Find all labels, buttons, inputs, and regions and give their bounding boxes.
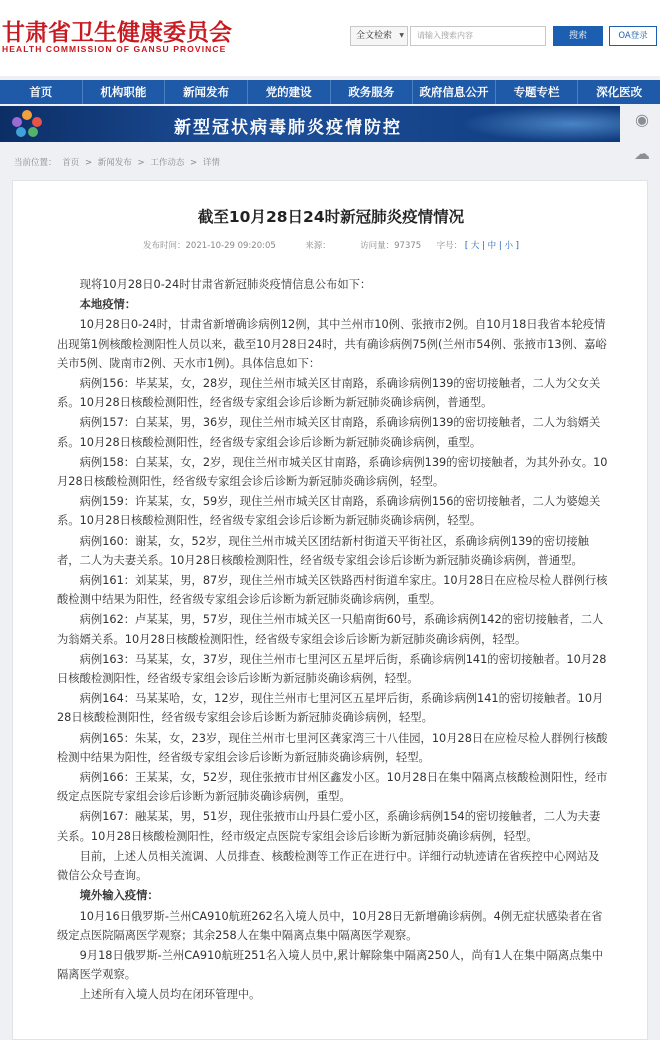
main-nav (0, 80, 660, 104)
source-label: 来源： (305, 241, 331, 251)
banner-flower-icon (10, 110, 44, 138)
weibo-icon[interactable]: ◉ (635, 110, 649, 129)
search-scope-label: 全文检索 (356, 31, 393, 41)
breadcrumb-sep: > (190, 158, 198, 168)
paragraph: 上述所有入境人员均在闭环管理中。 (79, 988, 261, 1002)
breadcrumb-detail: 详情 (202, 158, 220, 168)
paragraph: 病例160：谢某，女，52岁，现住兰州市城关区团结新村街道天平街社区，系确诊病例139的密切接触者，二人为夫妻关系。10月28日核酸检测阳性，经省级专家组会诊后诊断为新冠肺炎确诊病例，普通型。 (57, 534, 589, 567)
paragraph: 目前，上述人员相关流调、人员排查、核酸检测等工作正在进行中。详细行动轨迹请在省疾控中心网站及微信公众号查询。 (57, 849, 600, 883)
nav-item-reform[interactable]: 深化医改 (596, 85, 643, 99)
paragraph: 病例161：刘某某，男，87岁，现住兰州市城关区铁路西村街道牟家庄。10月28日在应检尽检人群例行核酸检测中结果为阳性，经省级专家组会诊后诊断为新冠肺炎确诊病例，重型。 (57, 574, 608, 607)
fontsize-label: 字号： (436, 241, 463, 251)
visits-label: 访问量： (360, 241, 395, 251)
banner-title: 新型冠状病毒肺炎疫情防控 (174, 118, 402, 138)
article-body (57, 275, 609, 1006)
chevron-down-icon: ▼ (399, 32, 404, 39)
article-meta: 发布时间：2021-10-29 09:20:05 来源： 访问量：97375 字号： [ 大 | 中 | 小 ] (143, 241, 519, 251)
paragraph: 病例157：白某某，男，36岁，现住兰州市城关区甘南路，系确诊病例139的密切接触者，二人为翁婿关系。10月28日核酸检测阳性，经省级专家组会诊后诊断为新冠肺炎确诊病例，重型。 (57, 416, 601, 449)
font-size-large[interactable]: 大 (470, 241, 480, 251)
font-size-small[interactable]: 小 (504, 241, 513, 251)
paragraph: 病例163：马某某，女，37岁，现住兰州市七里河区五星坪后街，系确诊病例141的密切接触者。10月28日核酸检测阳性，经省级专家组会诊后诊断为新冠肺炎确诊病例，轻型。 (57, 652, 607, 686)
article-title: 截至10月28日24时新冠肺炎疫情情况 (197, 208, 465, 226)
nav-item-party[interactable]: 党的建设 (248, 80, 331, 104)
section-heading-local: 本地疫情： (79, 298, 137, 312)
search-scope-select[interactable] (350, 26, 408, 46)
paragraph: 病例165：朱某，女，23岁，现住兰州市七里河区龚家湾三十八佳园，10月28日在应检尽检人群例行核酸检测中结果为阳性，经省级专家组会诊后诊断为新冠肺炎确诊病例，轻型。 (57, 731, 608, 764)
paragraph: 病例164：马某某哈，女，12岁，现住兰州市七里河区五星坪后街，系确诊病例141的密切接触者。10月28日核酸检测阳性，经省级专家组会诊后诊断为新冠肺炎确诊病例，轻型。 (57, 692, 604, 725)
paragraph: 病例166：王某某，女，52岁，现住张掖市甘州区鑫发小区。10月28日在集中隔离点核酸检测阳性，经市级定点医院专家组会诊后诊断为新冠肺炎确诊病例，重型。 (57, 771, 608, 804)
oa-login-button[interactable]: OA登录 (609, 26, 657, 46)
paragraph: 病例156：毕某某，女，28岁，现住兰州市城关区甘南路，系确诊病例139的密切接触者，二人为父女关系。10月28日核酸检测阳性，经省级专家组会诊后诊断为新冠肺炎确诊病例，普通型。 (57, 377, 601, 410)
paragraph: 10月28日0-24时，甘肃省新增确诊病例12例，其中兰州市10例、张掖市2例。自10月18日我省本轮疫情出现第1例核酸检测阳性人员以来，截至10月28日24时，共有确诊病例75例(兰州市54例、张掖市13例、嘉峪关市5例、陇南市2例、天水市1例)。具体信息如下： (57, 318, 607, 370)
paragraph: 病例167：融某某，男，51岁，现住张掖市山丹县仁爱小区，系确诊病例154的密切接触者，二人为夫妻关系。10月28日核酸检测阳性，经市级定点医院专家组会诊后诊断为新冠肺炎确诊病例，轻型。 (57, 810, 601, 843)
paragraph: 现将10月28日0-24时甘肃省新冠肺炎疫情信息公布如下： (79, 278, 372, 291)
article-panel (12, 180, 648, 1040)
paragraph: 病例158：白某某，女，2岁，现住兰州市城关区甘南路，系确诊病例139的密切接触者，为其外孙女。10月28日核酸检测阳性，经省级专家组会诊后诊断为新冠肺炎确诊病例，轻型。 (57, 455, 608, 489)
publish-time: 2021-10-29 09:20:05 (185, 241, 276, 251)
breadcrumb-news[interactable]: 新闻发布 (97, 158, 132, 168)
paragraph: 9月18日俄罗斯-兰州CA910航班251名入境人员中,累计解除集中隔离250人，尚有1人在集中隔离点集中隔离医学观察。 (57, 948, 604, 982)
share-sidebar (624, 106, 660, 170)
publish-label: 发布时间： (143, 241, 186, 251)
paragraph: 10月16日俄罗斯-兰州CA910航班262名入境人员中，10月28日无新增确诊病例。4例无症状感染者在省级定点医院隔离医学观察；其余258人在集中隔离点集中隔离医学观察。 (57, 909, 603, 942)
nav-item-disclosure[interactable]: 政府信息公开 (413, 80, 496, 104)
breadcrumb-sep: > (137, 158, 145, 168)
paragraph: 病例162：卢某某，男，57岁，现住兰州市城关区一只船南街60号，系确诊病例142的密切接触者，二人为翁婿关系。10月28日核酸检测阳性，经省级专家组会诊后诊断为新冠肺炎确诊病例，轻型。 (57, 613, 604, 646)
breadcrumb-prefix: 当前位置： (14, 158, 57, 168)
visits-count: 97375 (394, 241, 422, 251)
breadcrumb-work[interactable]: 工作动态 (150, 158, 185, 168)
banner-glow (460, 106, 620, 142)
font-size-medium[interactable]: 中 (487, 241, 497, 251)
paragraph: 病例159：许某某，女，59岁，现住兰州市城关区甘南路，系确诊病例156的密切接触者，二人为婆媳关系。10月28日核酸检测阳性，经省级专家组会诊后诊断为新冠肺炎确诊病例，轻型。 (57, 495, 601, 528)
nav-item-functions[interactable]: 机构职能 (83, 80, 166, 104)
breadcrumb (14, 156, 223, 168)
nav-item-news[interactable]: 新闻发布 (165, 80, 248, 104)
breadcrumb-home[interactable]: 首页 (62, 158, 80, 168)
search-input[interactable]: 请输入搜索内容 (410, 26, 546, 46)
nav-item-home[interactable]: 首页 (0, 80, 83, 104)
site-logo-en: HEALTH COMMISSION OF GANSU PROVINCE (2, 44, 227, 54)
breadcrumb-sep: > (84, 158, 93, 168)
wechat-icon[interactable]: ☁ (634, 144, 650, 163)
search-button[interactable]: 搜索 (553, 26, 603, 46)
section-heading-imported: 境外输入疫情： (79, 889, 159, 903)
topic-banner[interactable] (0, 106, 620, 142)
nav-item-services[interactable]: 政务服务 (331, 80, 414, 104)
site-logo-cn[interactable]: 甘肃省卫生健康委员会 (2, 20, 232, 46)
nav-item-topics[interactable]: 专题专栏 (496, 80, 579, 104)
site-header (0, 0, 660, 76)
